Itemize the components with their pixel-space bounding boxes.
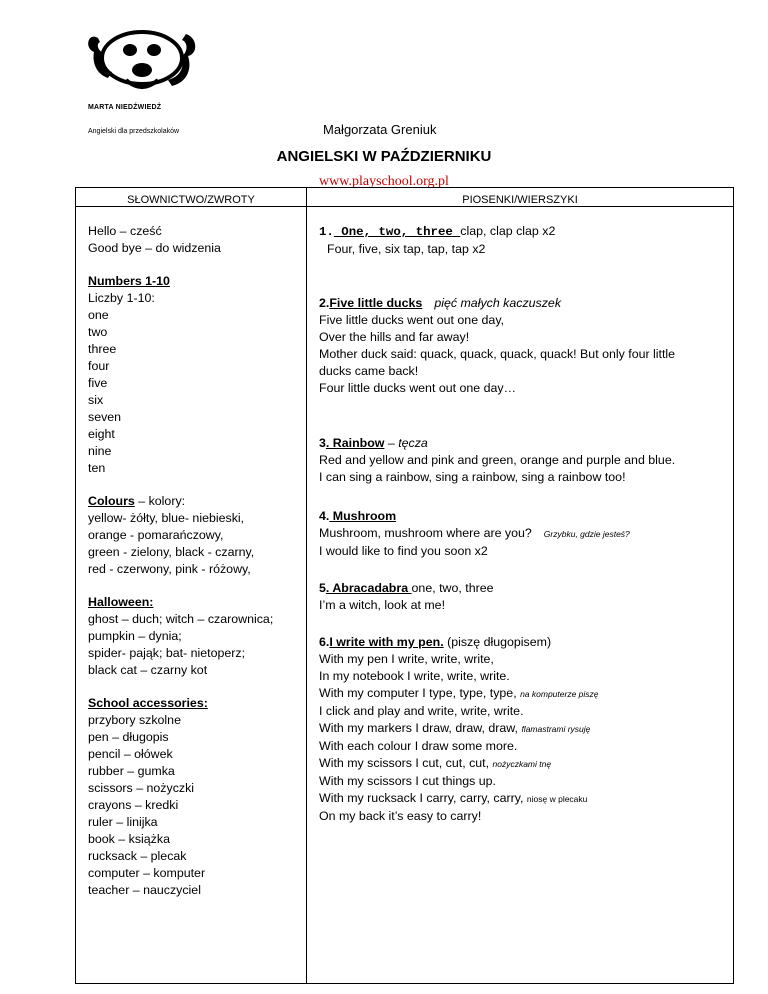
song-note: na komputerze piszę	[520, 689, 599, 699]
list-item: teacher – nauczyciel	[88, 883, 201, 897]
school-block	[88, 695, 306, 899]
author-small: MARTA NIEDŹWIEDŹ	[88, 104, 162, 111]
list-item: scissors – nożyczki	[88, 781, 195, 795]
song-line: I’m a witch, look at me!	[319, 598, 446, 612]
section-heading-suffix: – kolory:	[134, 494, 186, 508]
list-item: six	[88, 393, 104, 407]
list-item: three	[88, 342, 117, 356]
list-item: black cat – czarny kot	[88, 663, 208, 677]
list-item: pen – długopis	[88, 730, 169, 744]
list-item: ghost – duch; witch – czarownica;	[88, 612, 274, 626]
list-item: eight	[88, 427, 115, 441]
song-line: On my back it’s easy to carry!	[319, 809, 482, 823]
song-line: Red and yellow and pink and green, orange and purple and blue.	[319, 453, 676, 467]
list-item: crayons – kredki	[88, 798, 179, 812]
song-line: Four little ducks went out one day…	[319, 381, 516, 395]
song-line: With my scissors I cut, cut, cut,	[319, 756, 493, 770]
subtitle-small: Angielski dla przedszkolaków	[88, 128, 180, 135]
song-line: In my notebook I write, write, write.	[319, 669, 510, 683]
list-item: rubber – gumka	[88, 764, 175, 778]
song-line: Mother duck said: quack, quack, quack, quack! But only four little	[319, 347, 676, 361]
song-line: With my pen I write, write, write,	[319, 652, 494, 666]
song-line: With my markers I draw, draw, draw,	[319, 721, 522, 735]
list-item: spider- pająk; bat- nietoperz;	[88, 646, 246, 660]
list-item: pencil – ołówek	[88, 747, 173, 761]
song-translation: tęcza	[398, 436, 428, 450]
list-item: Good bye – do widzenia	[88, 241, 221, 255]
list-item: five	[88, 376, 108, 390]
song-line: I click and play and write, write, write.	[319, 704, 524, 718]
song-title: Mushroom	[329, 509, 397, 523]
song-note: Grzybku, gdzie jesteś?	[543, 529, 630, 539]
song-line: ducks came back!	[319, 364, 419, 378]
list-item: przybory szkolne	[88, 713, 181, 727]
page-title: ANGIELSKI W PAŹDZIERNIKU	[276, 148, 492, 165]
content-table	[75, 187, 734, 984]
list-item: four	[88, 359, 110, 373]
list-item: rucksack – plecak	[88, 849, 187, 863]
song-line: Over the hills and far away!	[319, 330, 470, 344]
list-item: nine	[88, 444, 112, 458]
song-note: nożyczkami tnę	[492, 759, 552, 769]
song-dash: –	[384, 436, 399, 450]
list-item: ruler – linijka	[88, 815, 158, 829]
col-left-header: SŁOWNICTWO/ZWROTY	[76, 188, 307, 207]
song-5	[319, 580, 733, 614]
vocabulary-cell	[76, 207, 307, 984]
list-item: ten	[88, 461, 106, 475]
list-item: pumpkin – dynia;	[88, 629, 182, 643]
section-heading: Numbers 1-10	[88, 274, 170, 288]
song-number: 6.	[319, 635, 330, 649]
song-number: 4.	[319, 509, 330, 523]
section-heading: Halloween:	[88, 595, 154, 609]
list-item: seven	[88, 410, 122, 424]
song-line: clap, clap clap x2	[460, 224, 556, 238]
section-subheading: Liczby 1-10:	[88, 291, 155, 305]
songs-cell	[307, 207, 734, 984]
list-item: one	[88, 308, 109, 322]
numbers-block	[88, 273, 306, 477]
song-line: With each colour I draw some more.	[319, 739, 518, 753]
song-title: . Rainbow	[325, 436, 385, 450]
col-right-header: PIOSENKI/WIERSZYKI	[307, 188, 734, 207]
song-line: With my computer I type, type, type,	[319, 686, 521, 700]
song-title: Five little ducks	[329, 296, 423, 310]
song-line: Mushroom, mushroom where are you?	[319, 526, 532, 540]
song-line: one, two, three	[411, 581, 494, 595]
author-name: Małgorzata Greniuk	[323, 122, 437, 137]
song-line: Five little ducks went out one day,	[319, 313, 505, 327]
list-item: Hello – cześć	[88, 224, 162, 238]
song-number: 1.	[319, 225, 334, 239]
song-translation: (piszę długopisem)	[443, 635, 552, 649]
song-2	[319, 295, 733, 397]
list-item: green - zielony, black - czarny,	[88, 545, 255, 559]
teddy-bear-icon	[84, 28, 200, 98]
list-item: two	[88, 325, 108, 339]
list-item: book – książka	[88, 832, 170, 846]
section-heading: School accessories:	[88, 696, 208, 710]
halloween-block	[88, 594, 306, 679]
song-3	[319, 435, 733, 486]
list-item: red - czerwony, pink - różowy,	[88, 562, 251, 576]
song-line: With my scissors I cut things up.	[319, 774, 496, 788]
list-item: orange - pomarańczowy,	[88, 528, 224, 542]
song-title: . Abracadabra	[325, 581, 412, 595]
song-number: 2.	[319, 296, 330, 310]
greetings-block	[88, 223, 306, 257]
colours-block	[88, 493, 306, 578]
song-note: niosę w plecaku	[526, 794, 588, 804]
song-line: With my rucksack I carry, carry, carry,	[319, 791, 527, 805]
song-number: 3	[319, 436, 326, 450]
song-number: 5	[319, 581, 326, 595]
song-4	[319, 508, 733, 560]
section-heading: Colours	[88, 494, 135, 508]
song-line: I would like to find you soon x2	[319, 544, 488, 558]
list-item: yellow- żółty, blue- niebieski,	[88, 511, 245, 525]
song-1	[319, 223, 733, 258]
list-item: computer – komputer	[88, 866, 206, 880]
song-title: One, two, three	[333, 225, 461, 239]
song-note: flamastrami rysuję	[521, 724, 591, 734]
song-title: I write with my pen.	[329, 635, 444, 649]
website-link[interactable]: www.playschool.org.pl	[319, 174, 449, 189]
song-line: Four, five, six tap, tap, tap x2	[327, 242, 486, 256]
song-line: I can sing a rainbow, sing a rainbow, sing a rainbow too!	[319, 470, 626, 484]
song-6	[319, 634, 733, 825]
song-translation: pięć małych kaczuszek	[434, 296, 562, 310]
